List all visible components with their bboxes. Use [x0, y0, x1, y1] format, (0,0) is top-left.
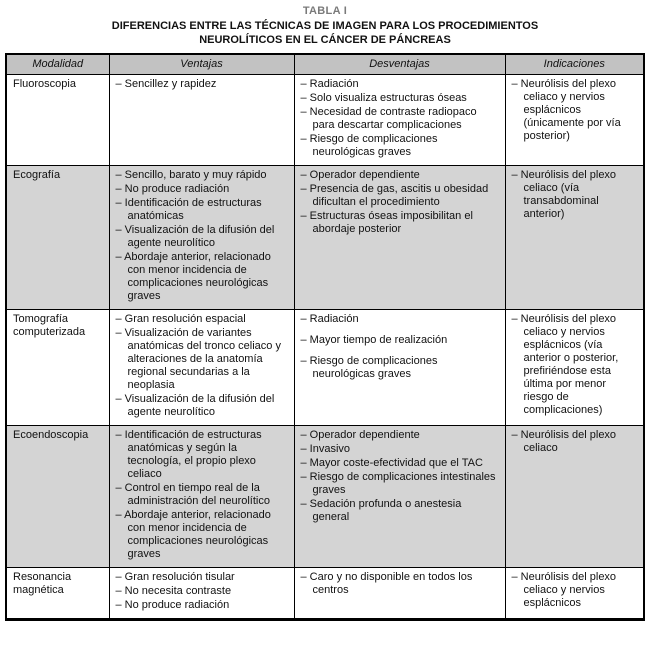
- bullet-item: – Visualización de la difusión del agente neurolítico: [115, 393, 275, 418]
- cell-modalidad: Fluoroscopia: [6, 75, 109, 166]
- cell-ventajas: [109, 426, 294, 568]
- cell-desventajas: [294, 166, 505, 310]
- bullet-item: – Caro y no disponible en todos los centros: [300, 571, 473, 596]
- header-row: [6, 54, 644, 75]
- bullet-item: – Visualización de variantes anatómicas del tronco celiaco y alteraciones de la anatomía regional secundarias a la neoplasia: [115, 327, 281, 391]
- cell-indicaciones: [505, 310, 644, 426]
- bullet-item: – Neurólisis del plexo celiaco y nervios esplácnicos (únicamente por vía posterior): [511, 78, 621, 142]
- bullet-item: – No produce radiación: [115, 183, 230, 195]
- header-desventajas: Desventajas: [294, 54, 505, 75]
- cell-modalidad: Ecoendoscopia: [6, 426, 109, 568]
- table-title: DIFERENCIAS ENTRE LAS TÉCNICAS DE IMAGEN PARA LOS PROCEDIMIENTOS NEUROLÍTICOS EN EL CÁNCER DE PÁNCREAS: [111, 20, 539, 46]
- bullet-item: – Mayor tiempo de realización: [300, 334, 448, 346]
- table-row-fluoroscopia: [6, 75, 644, 166]
- table-row-ecografia: [6, 166, 644, 310]
- bullet-item: – Sencillo, barato y muy rápido: [115, 169, 267, 181]
- bullet-item: – Identificación de estructuras anatómicas: [115, 197, 262, 222]
- bullet-item: – Presencia de gas, ascitis u obesidad dificultan el procedimiento: [300, 183, 489, 208]
- bullet-item: – Riesgo de complicaciones intestinales graves: [300, 471, 496, 496]
- bullet-item: – Gran resolución tisular: [115, 571, 235, 583]
- cell-indicaciones: [505, 426, 644, 568]
- bullet-item: – Estructuras óseas imposibilitan el abordaje posterior: [300, 210, 473, 235]
- header-indicaciones: Indicaciones: [505, 54, 644, 75]
- bullet-item: – Neurólisis del plexo celiaco y nervios esplácnicos: [511, 571, 617, 609]
- bullet-item: – Gran resolución espacial: [115, 313, 246, 325]
- bullet-item: – Riesgo de complicaciones neurológicas graves: [300, 355, 438, 380]
- cell-ventajas: [109, 568, 294, 620]
- table-label: TABLA I: [302, 5, 348, 17]
- header-modalidad: Modalidad: [6, 54, 109, 75]
- cell-modalidad: Resonancia magnética: [6, 568, 109, 620]
- cell-modalidad: Tomografía computerizada: [6, 310, 109, 426]
- cell-ventajas: [109, 310, 294, 426]
- bullet-item: – Radiación: [300, 78, 359, 90]
- table-row-resonancia: [6, 568, 644, 620]
- bullet-item: – Solo visualiza estructuras óseas: [300, 92, 467, 104]
- cell-ventajas: [109, 166, 294, 310]
- bullet-item: – Necesidad de contraste radiopaco para descartar complicaciones: [300, 106, 477, 131]
- cell-indicaciones: [505, 568, 644, 620]
- bullet-item: – No necesita contraste: [115, 585, 232, 597]
- bullet-item: – Abordaje anterior, relacionado con menor incidencia de complicaciones neurológicas graves: [115, 509, 271, 560]
- comparison-table: [5, 53, 645, 621]
- header-ventajas: Ventajas: [109, 54, 294, 75]
- cell-ventajas: [109, 75, 294, 166]
- cell-modalidad: Ecografía: [6, 166, 109, 310]
- bullet-item: – Invasivo: [300, 443, 351, 455]
- bullet-item: – Radiación: [300, 313, 359, 325]
- bullet-item: – Operador dependiente: [300, 169, 420, 181]
- cell-desventajas: [294, 310, 505, 426]
- cell-desventajas: [294, 75, 505, 166]
- bullet-item: – Identificación de estructuras anatómicas y según la tecnología, el propio plexo celiaco: [115, 429, 262, 480]
- table-row-tomografia: [6, 310, 644, 426]
- bullet-item: – Sencillez y rapidez: [115, 78, 217, 90]
- bullet-item: – Riesgo de complicaciones neurológicas graves: [300, 133, 438, 158]
- cell-indicaciones: [505, 166, 644, 310]
- bullet-item: – Operador dependiente: [300, 429, 420, 441]
- bullet-item: – Neurólisis del plexo celiaco (vía transabdominal anterior): [511, 169, 617, 220]
- bullet-item: – Abordaje anterior, relacionado con menor incidencia de complicaciones neurológicas graves: [115, 251, 271, 302]
- bullet-item: – No produce radiación: [115, 599, 230, 611]
- bullet-item: – Sedación profunda o anestesia general: [300, 498, 462, 523]
- bullet-item: – Neurólisis del plexo celiaco y nervios esplácnicos (vía anterior o posterior, prefiriéndose esta última por menor riesgo de complicaciones): [511, 313, 619, 416]
- bullet-item: – Control en tiempo real de la administración del neurolítico: [115, 482, 270, 507]
- cell-desventajas: [294, 426, 505, 568]
- cell-desventajas: [294, 568, 505, 620]
- bullet-item: – Mayor coste-efectividad que el TAC: [300, 457, 483, 469]
- cell-indicaciones: [505, 75, 644, 166]
- table-row-ecoendoscopia: [6, 426, 644, 568]
- bullet-item: – Neurólisis del plexo celiaco: [511, 429, 617, 454]
- bullet-item: – Visualización de la difusión del agente neurolítico: [115, 224, 275, 249]
